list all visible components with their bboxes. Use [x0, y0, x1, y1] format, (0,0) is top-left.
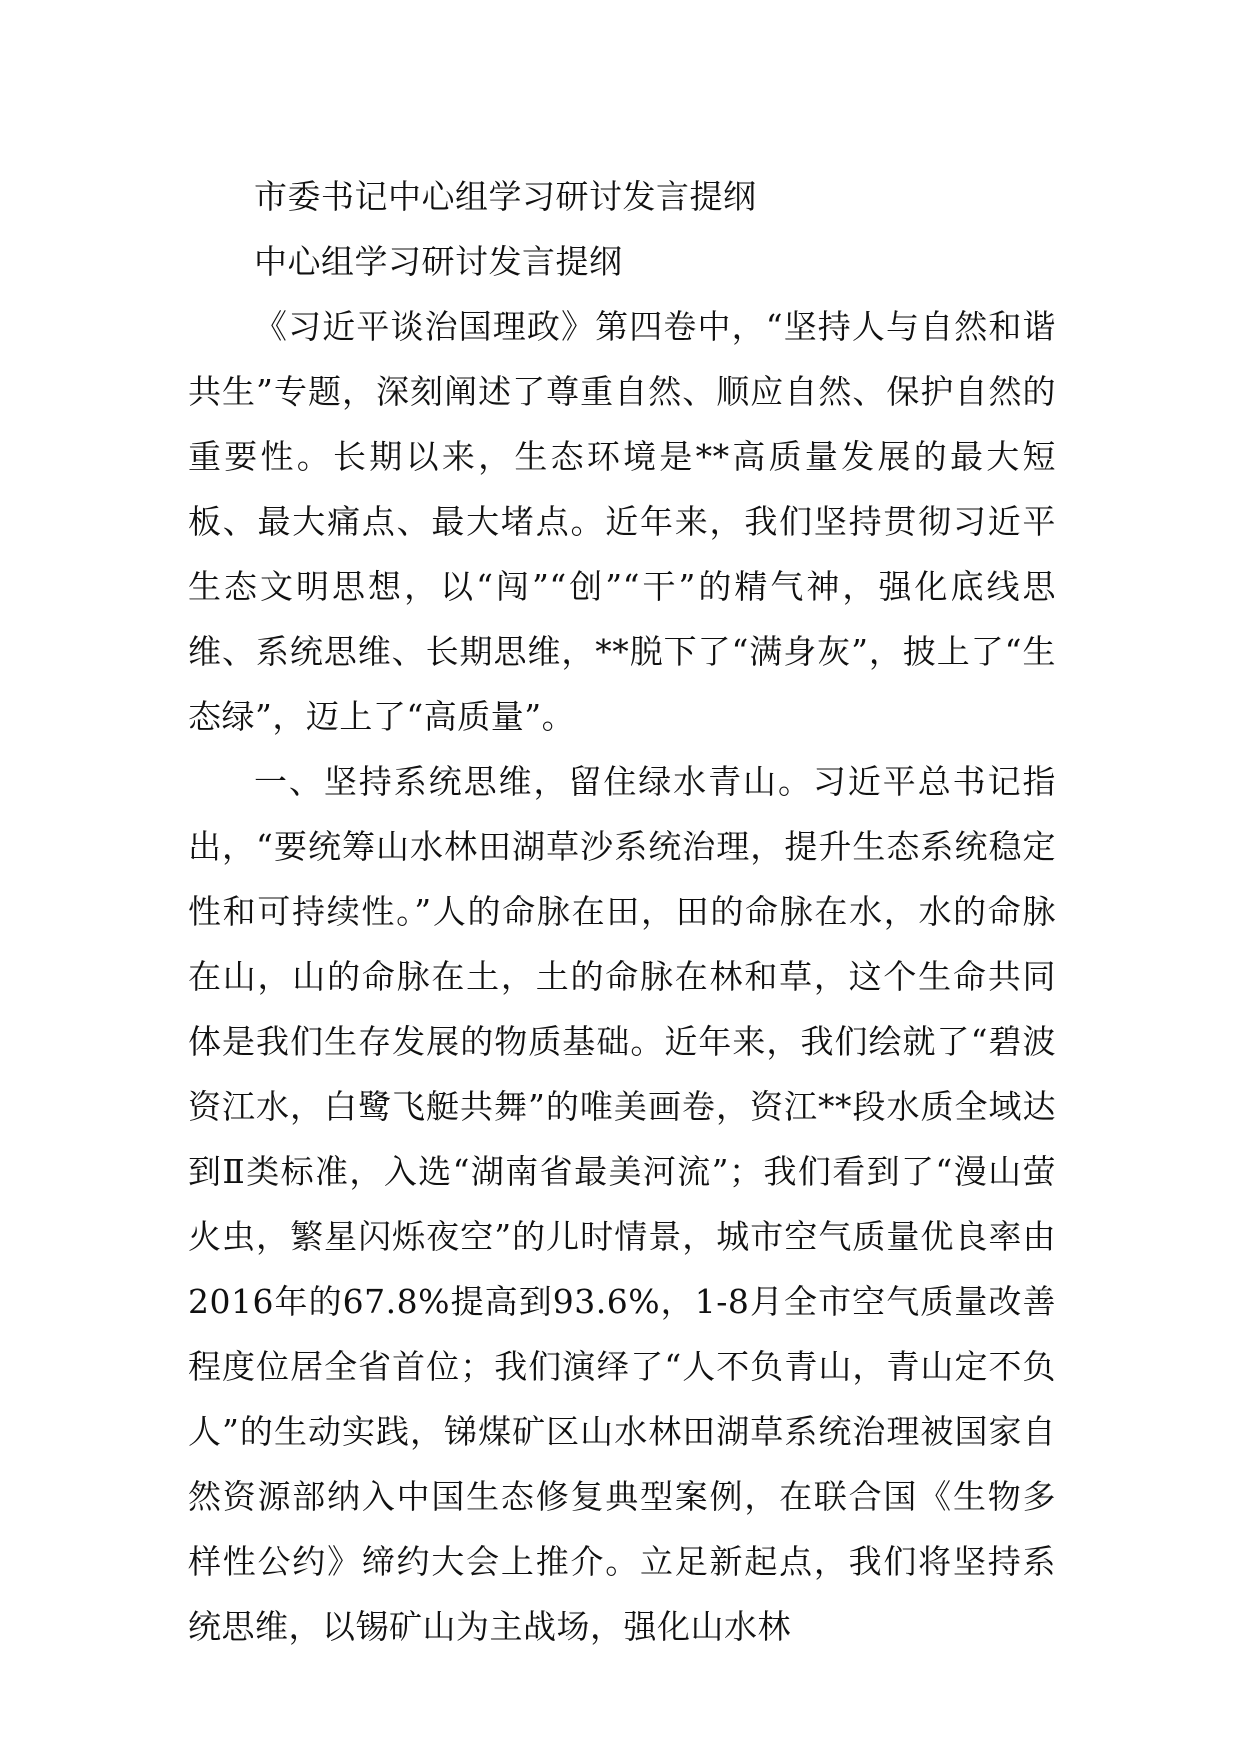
paragraph-intro: 《习近平谈治国理政》第四卷中，“坚持人与自然和谐共生”专题，深刻阐述了尊重自然、顺应自然、保护自然的重要性。长期以来，生态环境是**高质量发展的最大短板、最大痛点、最大堵点。近年来，我们坚持贯彻习近平生态文明思想，以“闯”“创”“干”的精气神，强化底线思维、系统思维、长期思维，**脱下了“满身灰”，披上了“生态绿”，迈上了“高质量”。 — [188, 307, 1056, 736]
document-subtitle: 中心组学习研讨发言提纲 — [254, 242, 623, 281]
document-title: 市委书记中心组学习研讨发言提纲 — [254, 177, 757, 216]
document-body — [188, 164, 1056, 1659]
paragraph-section-one: 一、坚持系统思维，留住绿水青山。习近平总书记指出，“要统筹山水林田湖草沙系统治理，提升生态系统稳定性和可持续性。”人的命脉在田，田的命脉在水，水的命脉在山，山的命脉在土，土的命脉在林和草，这个生命共同体是我们生存发展的物质基础。近年来，我们绘就了“碧波资江水，白鹭飞艇共舞”的唯美画卷，资江**段水质全域达到Ⅱ类标准，入选“湖南省最美河流”；我们看到了“漫山萤火虫，繁星闪烁夜空”的儿时情景，城市空气质量优良率由2016年的67.8%提高到93.6%，1-8月全市空气质量改善程度位居全省首位；我们演绎了“人不负青山，青山定不负人”的生动实践，锑煤矿区山水林田湖草系统治理被国家自然资源部纳入中国生态修复典型案例，在联合国《生物多样性公约》缔约大会上推介。立足新起点，我们将坚持系统思维，以锡矿山为主战场，强化山水林 — [188, 762, 1056, 1646]
